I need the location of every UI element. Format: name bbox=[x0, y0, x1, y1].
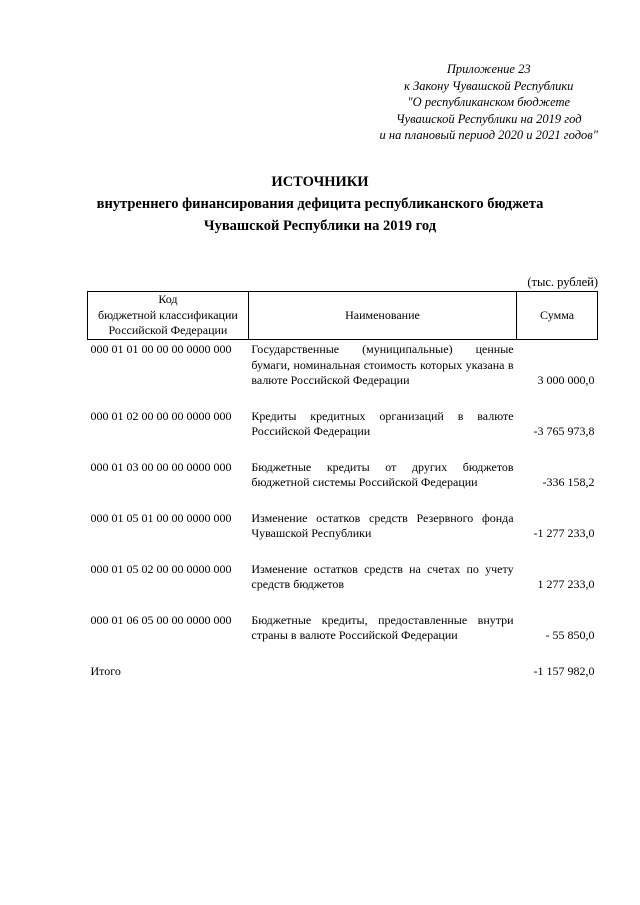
sources-table bbox=[87, 291, 598, 679]
title-line-1: ИСТОЧНИКИ bbox=[271, 174, 369, 190]
title-line-3: Чувашской Республики на 2019 год bbox=[203, 218, 437, 234]
header-sum: Сумма bbox=[517, 292, 598, 340]
appendix-line: Чувашской Республики на 2019 год bbox=[396, 111, 582, 126]
table-row bbox=[88, 509, 598, 560]
table-row bbox=[88, 340, 598, 407]
row-sum: -336 158,2 bbox=[542, 475, 595, 489]
appendix-line: к Закону Чувашской Республики bbox=[404, 78, 574, 93]
row-code: 000 01 01 00 00 00 0000 000 bbox=[90, 342, 232, 356]
row-sum: -3 765 973,8 bbox=[533, 424, 595, 438]
table-row bbox=[88, 458, 598, 509]
total-label: Итого bbox=[90, 663, 121, 678]
header-code-line: Код bbox=[158, 292, 178, 307]
row-name: Бюджетные кредиты от других бюджетов бюджетной системы Российской Федерации bbox=[251, 459, 514, 489]
row-sum: 1 277 233,0 bbox=[537, 577, 595, 591]
row-name: Кредиты кредитных организаций в валюте Российской Федерации bbox=[251, 408, 514, 438]
appendix-line: Приложение 23 bbox=[446, 62, 531, 76]
table-row bbox=[88, 560, 598, 611]
row-code: 000 01 05 02 00 00 0000 000 bbox=[90, 561, 232, 576]
header-name: Наименование bbox=[248, 292, 516, 340]
header-code bbox=[88, 292, 249, 340]
row-name: Государственные (муниципальные) ценные бумаги, номинальная стоимость которых указана в валюте Российской Федерации bbox=[251, 342, 514, 387]
header-code-line: бюджетной классификации bbox=[98, 307, 238, 322]
title-line-2: внутреннего финансирования дефицита республиканского бюджета bbox=[96, 196, 544, 212]
row-name: Изменение остатков средств на счетах по учету средств бюджетов bbox=[251, 561, 514, 591]
appendix-note bbox=[380, 61, 598, 144]
row-sum: 3 000 000,0 bbox=[537, 373, 595, 387]
total-row bbox=[88, 662, 598, 680]
row-name: Изменение остатков средств Резервного фонда Чувашской Республики bbox=[251, 510, 514, 540]
unit-label: (тыс. рублей) bbox=[527, 275, 598, 289]
row-code: 000 01 03 00 00 00 0000 000 bbox=[90, 459, 232, 474]
row-sum: - 55 850,0 bbox=[545, 628, 595, 642]
row-code: 000 01 05 01 00 00 0000 000 bbox=[90, 510, 232, 525]
header-code-line: Российской Федерации bbox=[108, 323, 228, 338]
row-code: 000 01 02 00 00 00 0000 000 bbox=[90, 408, 232, 423]
document-title bbox=[0, 171, 640, 237]
total-sum: -1 157 982,0 bbox=[533, 663, 595, 678]
table-row bbox=[88, 611, 598, 662]
appendix-line: "О республиканском бюджете bbox=[407, 95, 571, 109]
appendix-line: и на плановый период 2020 и 2021 годов" bbox=[379, 128, 598, 142]
table-row bbox=[88, 407, 598, 458]
row-code: 000 01 06 05 00 00 0000 000 bbox=[90, 612, 232, 627]
row-sum: -1 277 233,0 bbox=[533, 526, 595, 540]
table-header-row bbox=[88, 292, 598, 340]
total-empty bbox=[248, 662, 516, 680]
row-name: Бюджетные кредиты, предоставленные внутри страны в валюте Российской Федерации bbox=[251, 612, 514, 642]
